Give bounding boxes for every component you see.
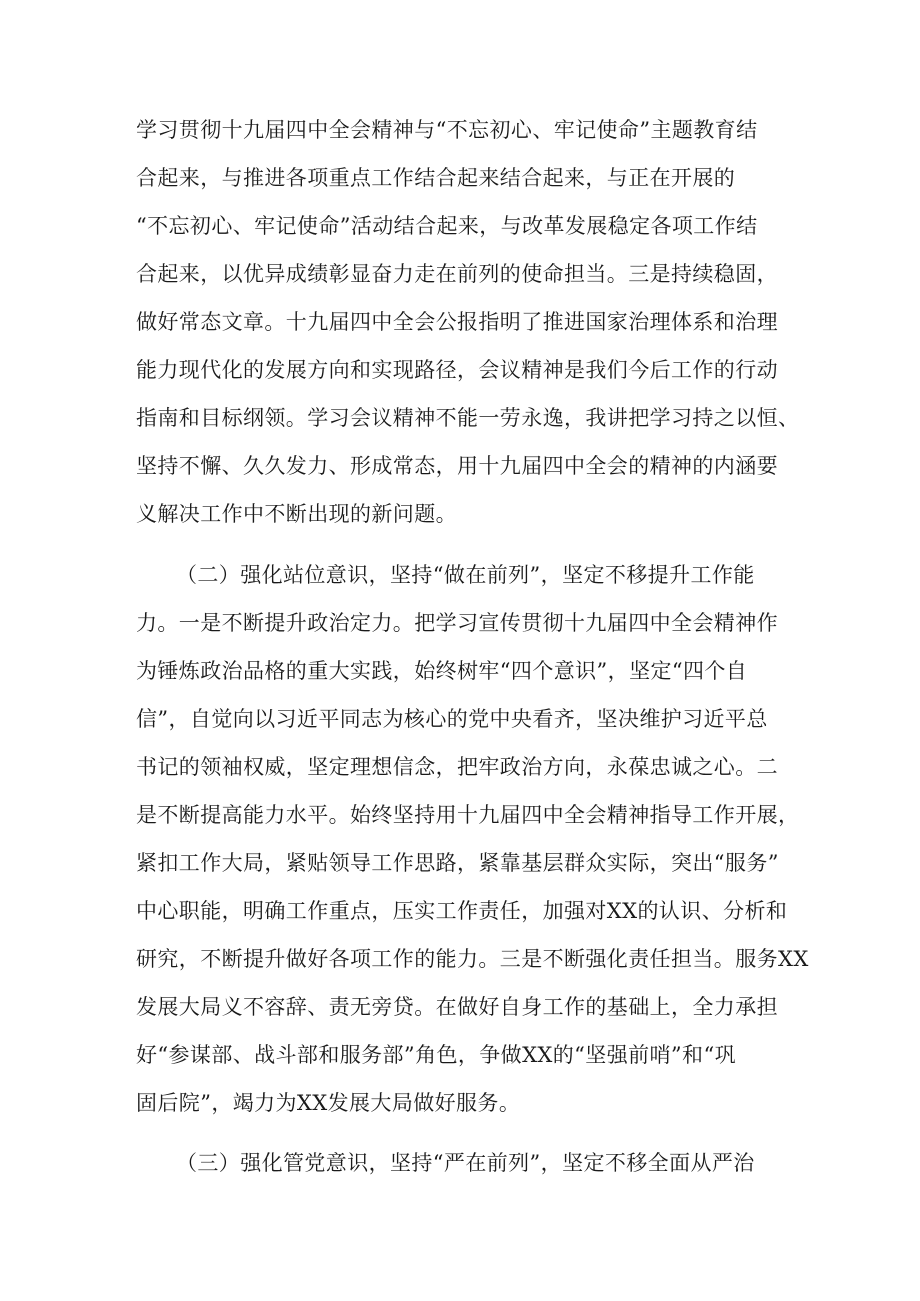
text-line: 力。一是不断提升政治定力。把学习宣传贯彻十九届四中全会精神作 <box>136 611 778 635</box>
text-line: 是不断提高能力水平。始终坚持用十九届四中全会精神指导工作开展， <box>136 803 800 827</box>
section-heading-3: （三）强化管党意识，坚持“严在前列”，坚定不移全面从严治 <box>176 1151 755 1175</box>
text-line: 指南和目标纲领。学习会议精神不能一劳永逸，我讲把学习持之以恒、 <box>136 406 800 430</box>
text-line: 能力现代化的发展方向和实现路径，会议精神是我们今后工作的行动 <box>136 358 778 382</box>
text-line: 中心职能，明确工作重点，压实工作责任，加强对XX的认识、分析和 <box>136 899 788 923</box>
section-heading-2: （二）强化站位意识，坚持“做在前列”，坚定不移提升工作能 <box>176 563 755 587</box>
text-line: 合起来，与推进各项重点工作结合起来结合起来，与正在开展的 <box>136 166 736 190</box>
text-line: 紧扣工作大局，紧贴领导工作思路，紧靠基层群众实际，突出“服务” <box>136 851 779 875</box>
text-line: 研究，不断提升做好各项工作的能力。三是不断强化责任担当。服务XX <box>136 947 809 971</box>
text-line: “不忘初心、牢记使命”活动结合起来，与改革发展稳定各项工作结 <box>136 214 758 238</box>
text-line: 做好常态文章。十九届四中全会公报指明了推进国家治理体系和治理 <box>136 310 778 334</box>
text-line: 书记的领袖权威，坚定理想信念，把牢政治方向，永葆忠诚之心。二 <box>136 755 778 779</box>
text-line: 合起来，以优异成绩彰显奋力走在前列的使命担当。三是持续稳固， <box>136 262 778 286</box>
text-line: 发展大局义不容辞、责无旁贷。在做好自身工作的基础上，全力承担 <box>136 995 778 1019</box>
text-line: 为锤炼政治品格的重大实践，始终树牢“四个意识”，坚定“四个自 <box>136 659 748 683</box>
text-line: 坚持不懈、久久发力、形成常态，用十九届四中全会的精神的内涵要 <box>136 454 778 478</box>
text-line: 义解决工作中不断出现的新问题。 <box>136 502 457 526</box>
text-line: 学习贯彻十九届四中全会精神与“不忘初心、牢记使命”主题教育结 <box>136 118 758 142</box>
text-line: 好“参谋部、战斗部和服务部”角色，争做XX的“坚强前哨”和“巩 <box>136 1043 736 1067</box>
text-line: 信”，自觉向以习近平同志为核心的党中央看齐，坚决维护习近平总 <box>136 707 768 731</box>
text-line: 固后院”，竭力为XX发展大局做好服务。 <box>136 1091 521 1115</box>
